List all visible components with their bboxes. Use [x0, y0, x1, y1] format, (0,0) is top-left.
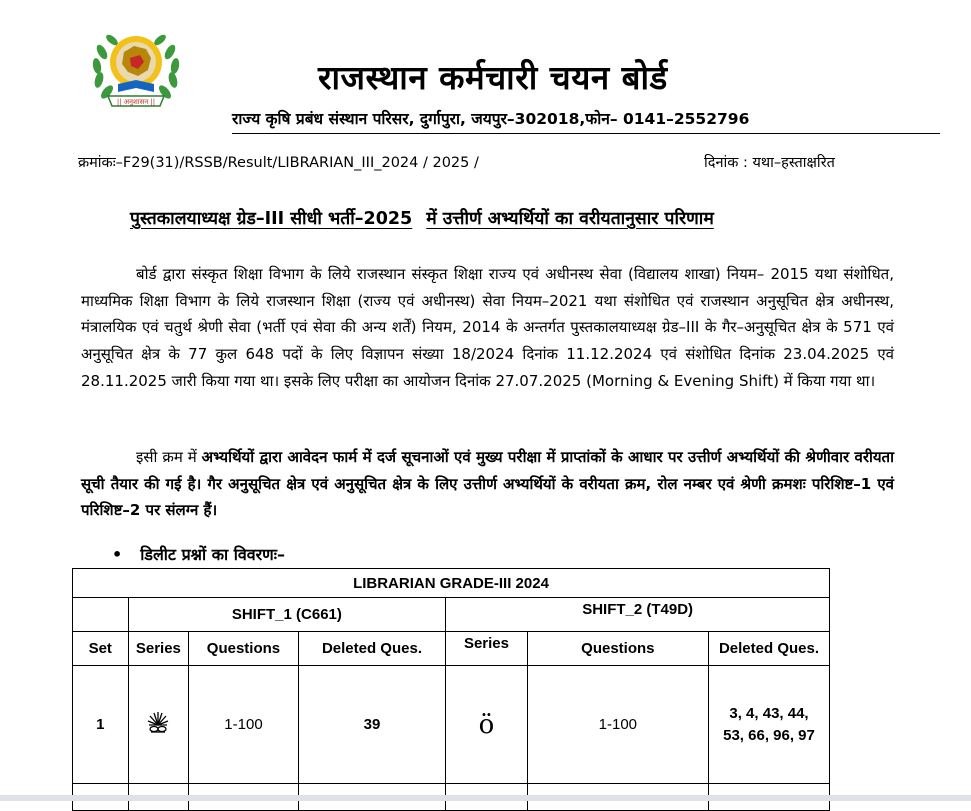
column-header-set: Set	[73, 632, 129, 666]
title-part-1: पुस्तकालयाध्यक्ष ग्रेड–III सीधी भर्ती–2025	[130, 209, 413, 229]
reference-number: क्रमांकः–F29(31)/RSSB/Result/LIBRARIAN_III_2024 / 2025 /	[78, 155, 479, 171]
table-shift-row	[73, 598, 830, 632]
deleted-questions-heading	[112, 543, 285, 565]
empty-cell	[73, 598, 129, 632]
column-header-questions-2: Questions	[527, 632, 708, 666]
result-paragraph-lead: इसी क्रम में	[136, 448, 197, 466]
intro-paragraph	[81, 261, 894, 395]
rssb-logo	[88, 22, 184, 114]
shift-1-questions: 1-100	[189, 666, 298, 784]
column-header-deleted-1: Deleted Ques.	[298, 632, 446, 666]
rssb-emblem-icon	[88, 22, 184, 114]
document-date: दिनांक : यथा–हस्ताक्षरित	[704, 155, 835, 171]
shift-2-deleted-line-2: 53, 66, 96, 97	[723, 726, 815, 744]
set-number: 1	[73, 666, 129, 784]
shift-1-header: SHIFT_1 (C661)	[128, 598, 446, 632]
result-paragraph-bold: अभ्यर्थियों द्वारा आवेदन फार्म में दर्ज सूचनाओं एवं मुख्य परीक्षा में प्राप्तांकों के आधार पर उत्तीर्ण अभ्यर्थियों की श्रेणीवार वरीयता सूची तैयार की गई है। गैर अनुसूचित क्षेत्र एवं अनुसूचित क्षेत्र के लिए उत्तीर्ण अभ्यर्थियों के वरीयता क्रम, रोल नम्बर एवं श्रेणी क्रमशः परिशिष्ट–1 एवं परिशिष्ट–2 पर संलग्न हैं।	[81, 448, 894, 520]
board-name: राजस्थान कर्मचारी चयन बोर्ड	[318, 58, 668, 97]
column-header-deleted-2: Deleted Ques.	[709, 632, 830, 666]
column-header-series-1: Series	[128, 632, 189, 666]
column-header-questions-1: Questions	[189, 632, 298, 666]
result-paragraph	[81, 444, 894, 524]
shift-2-questions: 1-100	[527, 666, 708, 784]
title-part-2: में उत्तीर्ण अभ्यर्थियों का वरीयतानुसार परिणाम	[426, 209, 714, 229]
intro-paragraph-text: बोर्ड द्वारा संस्कृत शिक्षा विभाग के लिये राजस्थान संस्कृत शिक्षा राज्य एवं अधीनस्थ सेवा (विद्यालय शाखा) नियम– 2015 यथा संशोधित, माध्यमिक शिक्षा विभाग के लिये राजस्थान शिक्षा (राज्य एवं अधीनस्थ) सेवा नियम–2021 यथा संशोधित एवं राजस्थान अनुसूचित क्षेत्र अधीनस्थ, मंत्रालयिक एवं चतुर्थ श्रेणी सेवा (भर्ती एवं सेवा की अन्य शर्तें) नियम, 2014 के अन्तर्गत पुस्तकालयाध्यक्ष ग्रेड–III के गैर–अनुसूचित क्षेत्र के 571 एवं अनुसूचित क्षेत्र के 77 कुल 648 पदों के लिए विज्ञापन संख्या 18/2024 दिनांक 11.12.2024 एवं संशोधित दिनांक 23.04.2025 एवं 28.11.2025 जारी किया गया था। इसके लिए परीक्षा का आयोजन दिनांक 27.07.2025 (Morning & Evening Shift) में किया गया था।	[81, 265, 894, 390]
deleted-questions-heading-text: डिलीट प्रश्नों का विवरणः–	[140, 545, 285, 564]
shift-2-header: SHIFT_2 (T49D)	[446, 598, 830, 632]
shift-1-deleted: 39	[298, 666, 446, 784]
column-header-series-2: Series	[446, 632, 527, 666]
deleted-questions-table	[72, 568, 830, 811]
table-header-row	[73, 632, 830, 666]
shift-2-deleted	[709, 666, 830, 784]
table-title-row	[73, 569, 830, 598]
shift-2-series: ö	[446, 666, 527, 784]
shift-1-series	[128, 666, 189, 784]
bullet-icon: •	[112, 545, 123, 564]
logo-motto: || अनुशासन ||	[116, 98, 156, 106]
horizontal-scrollbar[interactable]	[0, 795, 971, 801]
header-divider	[232, 133, 940, 134]
fan-flower-icon	[146, 712, 170, 734]
board-address: राज्य कृषि प्रबंध संस्थान परिसर, दुर्गापुरा, जयपुर–302018,फोन– 0141–2552796	[232, 110, 750, 128]
document-title	[130, 206, 714, 230]
table-title: LIBRARIAN GRADE-III 2024	[73, 569, 830, 598]
shift-2-deleted-line-1: 3, 4, 43, 44,	[729, 704, 809, 722]
table-row	[73, 666, 830, 784]
